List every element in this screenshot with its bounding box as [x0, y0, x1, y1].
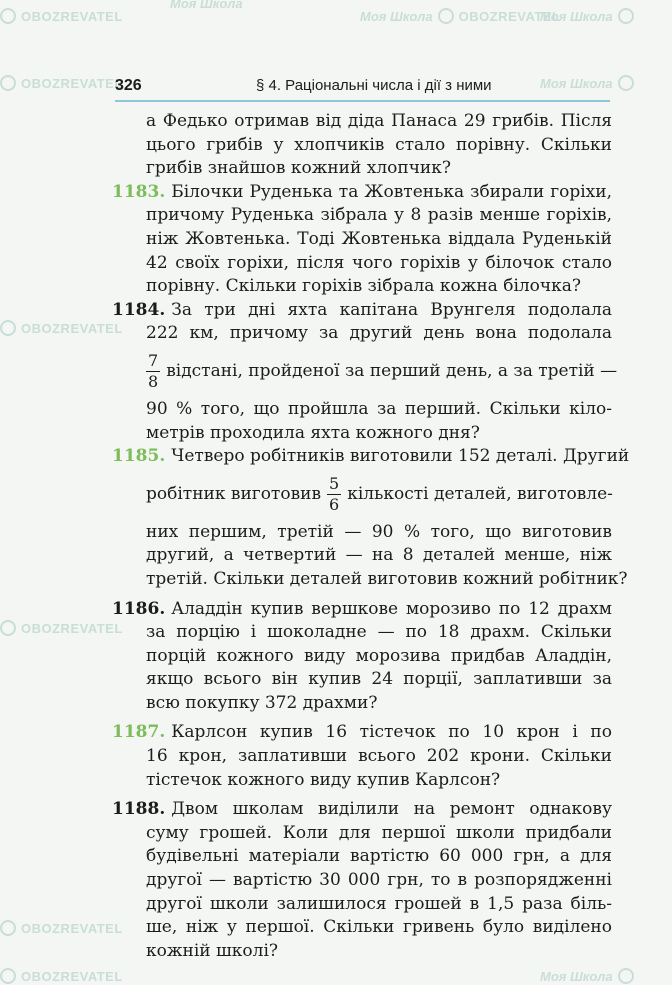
text-line: а Федько отримав від діда Панаса 29 грибів. Після: [146, 111, 612, 131]
watermark-logo-icon: [618, 968, 634, 984]
text-line: 90 % того, що пройшла за перший. Скільки кіло-: [146, 398, 612, 419]
watermark-brand: OBOZREVATEL: [458, 8, 561, 24]
fraction: [327, 474, 341, 515]
text-line: Карлсон купив 16 тістечок по 10 крон і по: [171, 722, 612, 743]
text-line: 222 км, причому за другий день вона подолала: [146, 323, 612, 344]
header-rule: [115, 100, 610, 102]
fraction-numerator: 7: [148, 351, 159, 371]
text-line: порцій кожного виду морозива придбав Аладдін,: [146, 645, 612, 666]
problem-continuation: [112, 110, 612, 181]
watermark-brand: OBOZREVATEL: [21, 968, 123, 984]
fraction-denominator: 6: [329, 495, 340, 515]
text-line: ніж Жовтенька. Тоді Жовтенька віддала Руденькій: [146, 228, 612, 249]
text-line: порівну. Скільки горіхів зібрала кожна білочка?: [146, 276, 582, 297]
text-line: За три дні яхта капітана Врунгеля подолала: [171, 299, 612, 320]
watermark-logo-icon: [0, 620, 16, 636]
problem-1185: [112, 445, 630, 591]
watermark-brand: Моя Школа: [540, 8, 613, 24]
text-line: відстані, пройденої за перший день, а за третій —: [166, 361, 618, 382]
problem-number: 1186.: [112, 598, 166, 619]
page-content: [112, 110, 630, 963]
text-line: за порцію і шоколадне — по 18 драхм. Скільки: [146, 622, 612, 643]
page-number: 326: [115, 77, 142, 94]
problem-number: 1187.: [112, 722, 166, 743]
watermark-brand: OBOZREVATEL: [21, 620, 123, 636]
problem-number: 1185.: [112, 446, 166, 467]
problem-number: 1183.: [112, 181, 166, 202]
problem-number: 1188.: [112, 799, 166, 820]
text-line: метрів проходила яхта кожного дня?: [146, 422, 480, 443]
problem-1188: [112, 798, 612, 963]
watermark-logo-icon: [0, 320, 16, 336]
fraction-numerator: 5: [329, 474, 340, 494]
text-line: суму грошей. Коли для першої школи придбали: [146, 822, 612, 843]
text-line: кожній школі?: [146, 940, 279, 961]
watermark-logo-icon: [618, 8, 634, 24]
text-line: кількості деталей, виготовле-: [347, 483, 613, 504]
watermark-logo-icon: [0, 920, 16, 936]
text-line: причому Руденька зібрала у 8 разів менше горіхів,: [146, 205, 612, 226]
watermark-brand: Моя Школа: [540, 968, 613, 984]
text-line: будівельні матеріали вартістю 60 000 грн, а для: [146, 846, 612, 867]
text-line: другої — вартістю 30 000 грн, то в розпорядженні: [146, 870, 612, 891]
text-line: другої школи залишилося грошей в 1,5 раза біль-: [146, 893, 612, 914]
section-title: § 4. Раціональні числа і дії з ними: [256, 77, 492, 94]
problem-number: 1184.: [112, 299, 166, 320]
text-line: грибів знайшов кожний хлопчик?: [146, 158, 452, 179]
problem-1183: [112, 181, 612, 299]
watermark-logo-icon: [0, 968, 16, 984]
watermark-brand: Моя Школа: [540, 75, 613, 91]
watermark-logo-icon: [0, 8, 16, 24]
watermark-brand: OBOZREVATEL: [21, 920, 123, 936]
text-line: Білочки Руденька та Жовтенька збирали горіхи,: [171, 181, 612, 202]
text-line: 16 крон, заплативши всього 202 крони. Скільки: [146, 746, 612, 767]
watermark-brand: OBOZREVATEL: [21, 320, 123, 336]
fraction-denominator: 8: [148, 372, 159, 392]
problem-1184: [112, 299, 618, 445]
text-line: тістечок кожного виду купив Карлсон?: [146, 769, 501, 790]
problem-1187: [112, 721, 612, 792]
text-line: робітник виготовив: [146, 483, 322, 504]
watermark-logo-icon: [438, 8, 454, 24]
fraction-line: [112, 469, 612, 521]
text-line: Четверо робітників виготовили 152 деталі. Другий: [171, 446, 630, 467]
watermark-brand: Моя Школа: [170, 0, 243, 11]
watermark-logo-icon: [0, 75, 16, 91]
watermark-logo-icon: [618, 75, 634, 91]
text-line: ше, ніж у першої. Скільки гривень було виділено: [146, 917, 612, 938]
text-line: Аладдін купив вершкове морозиво по 12 драхм: [171, 598, 612, 619]
page-header: [115, 77, 610, 103]
fraction-line: [112, 346, 618, 398]
text-line: них першим, третій — 90 % того, що виготовив: [146, 521, 612, 542]
text-line: якщо всього він купив 24 порції, заплативши за: [146, 669, 612, 690]
watermark-brand: Моя Школа: [360, 8, 433, 24]
text-line: третій. Скільки деталей виготовив кожний робітник?: [146, 568, 628, 589]
text-line: 42 своїх горіхи, після чого горіхів у білочок стало: [146, 252, 612, 273]
text-line: другий, а четвертий — на 8 деталей менше, ніж: [146, 545, 612, 566]
text-line: Двом школам виділили на ремонт однакову: [171, 799, 612, 820]
fraction: [146, 351, 160, 392]
watermark-brand: OBOZREVATEL: [21, 75, 123, 91]
text-line: цього грибів у хлопчиків стало порівну. Скільки: [146, 134, 612, 155]
text-line: всю покупку 372 драхми?: [146, 692, 378, 713]
watermark-brand: OBOZREVATEL: [21, 8, 123, 24]
problem-1186: [112, 598, 612, 716]
